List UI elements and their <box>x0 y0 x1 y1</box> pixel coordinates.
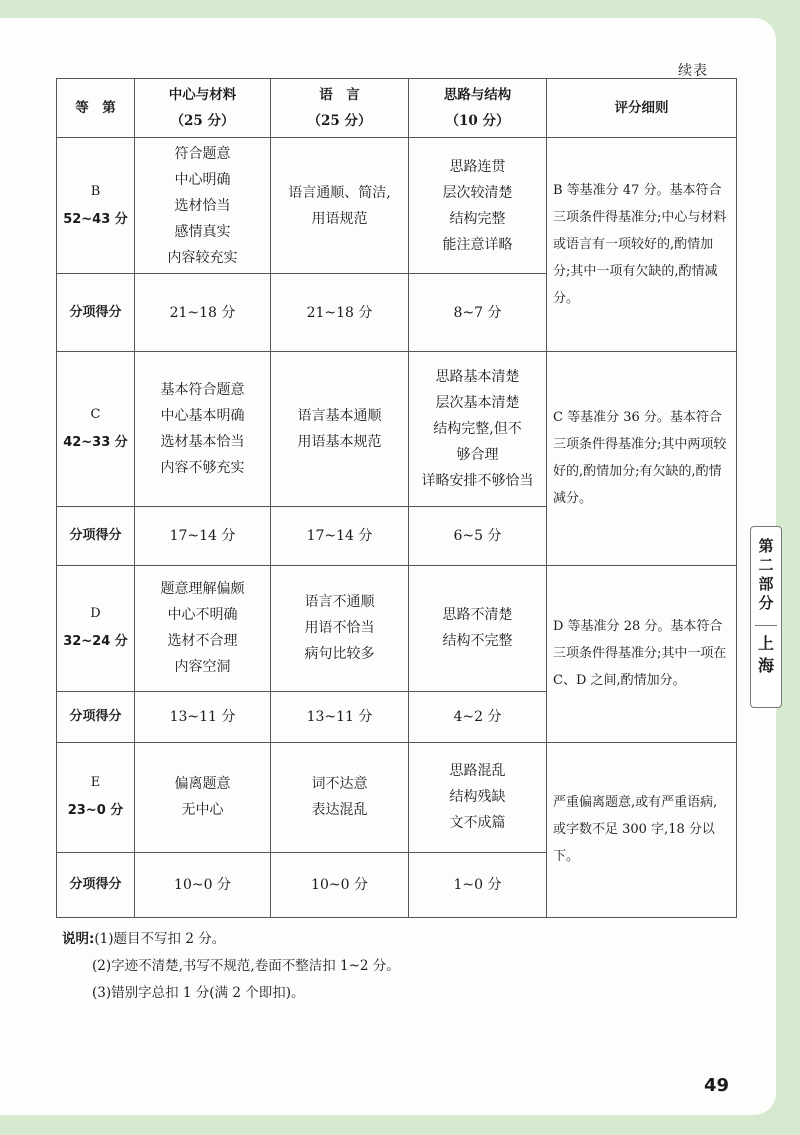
language-line: 用语规范 <box>311 210 368 227</box>
table-header-row <box>57 79 737 138</box>
content-line: 内容不够充实 <box>160 459 245 476</box>
note-1 <box>62 926 400 953</box>
structure-line: 详略安排不够恰当 <box>421 472 534 489</box>
content-line: 偏离题意 <box>174 776 231 793</box>
structure-score: 1~0 分 <box>409 852 547 917</box>
language-criteria <box>271 351 409 506</box>
content-line: 内容空洞 <box>174 659 231 676</box>
subscore-label: 分项得分 <box>57 691 135 742</box>
side-tab-part-char: 部 <box>758 575 774 593</box>
note-3: (3)错别字总扣 1 分(满 2 个即扣)。 <box>92 985 305 1001</box>
grading-detail: B 等基准分 47 分。基本符合三项条件得基准分;中心与材料或语言有一项较好的,酌情加分;其中一项有欠缺的,酌情减分。 <box>547 138 737 352</box>
page-number: 49 <box>704 1075 730 1096</box>
content-score: 17~14 分 <box>135 506 271 565</box>
content-criteria <box>135 742 271 852</box>
structure-line: 层次较清楚 <box>442 184 513 201</box>
side-tab-part-char: 分 <box>758 594 774 612</box>
content-line: 选材基本恰当 <box>160 433 245 450</box>
side-tab-divider <box>755 625 777 626</box>
content-line: 选材不合理 <box>167 633 238 650</box>
structure-line: 结构残缺 <box>449 789 506 806</box>
structure-line: 够合理 <box>456 446 499 463</box>
grade-letter: C <box>90 406 101 422</box>
grade-range: 52~43 分 <box>63 211 128 227</box>
grade-cell <box>57 351 135 506</box>
structure-score: 6~5 分 <box>409 506 547 565</box>
language-line: 语言基本通顺 <box>297 407 382 424</box>
language-criteria <box>271 138 409 274</box>
content-line: 中心明确 <box>174 171 231 188</box>
language-line: 词不达意 <box>311 776 368 793</box>
structure-line: 思路混乱 <box>449 763 506 780</box>
grade-letter: E <box>90 775 101 791</box>
side-tab-part-char: 第 <box>758 537 774 555</box>
section-side-tab[interactable] <box>750 526 782 708</box>
scoring-table <box>56 78 737 918</box>
grade-row <box>57 351 737 506</box>
language-score: 13~11 分 <box>271 691 409 742</box>
grade-cell <box>57 138 135 274</box>
content-line: 感情真实 <box>174 223 231 240</box>
subscore-label: 分项得分 <box>57 506 135 565</box>
side-tab-part <box>751 537 781 613</box>
note-1-text: (1)题目不写扣 2 分。 <box>94 931 226 947</box>
language-score: 17~14 分 <box>271 506 409 565</box>
content-criteria <box>135 351 271 506</box>
notes <box>62 926 400 1007</box>
structure-score: 8~7 分 <box>409 274 547 351</box>
grade-range: 23~0 分 <box>67 803 124 819</box>
structure-criteria <box>409 351 547 506</box>
structure-line: 能注意详略 <box>442 236 513 253</box>
structure-criteria <box>409 565 547 691</box>
side-tab-region-char: 海 <box>757 656 774 675</box>
grade-row <box>57 138 737 274</box>
structure-criteria <box>409 742 547 852</box>
header-detail: 评分细则 <box>547 79 737 138</box>
structure-criteria <box>409 138 547 274</box>
structure-line: 文不成篇 <box>449 815 506 832</box>
structure-line: 思路连贯 <box>449 158 506 175</box>
grade-rows <box>57 138 737 918</box>
grade-letter: D <box>90 606 101 622</box>
continued-label: 续表 <box>678 63 708 79</box>
structure-line: 结构完整 <box>449 210 506 227</box>
language-score: 21~18 分 <box>271 274 409 351</box>
header-grade: 等 第 <box>57 79 135 138</box>
header-structure <box>409 79 547 138</box>
subscore-label: 分项得分 <box>57 274 135 351</box>
language-line: 用语基本规范 <box>297 433 382 450</box>
content-line: 内容较充实 <box>167 249 238 266</box>
side-tab-region-char: 上 <box>757 634 774 653</box>
content-criteria <box>135 138 271 274</box>
header-structure-points: （10 分） <box>445 113 510 130</box>
header-language <box>271 79 409 138</box>
language-line: 用语不恰当 <box>304 620 375 637</box>
header-language-title: 语 言 <box>319 87 360 104</box>
subscore-label: 分项得分 <box>57 852 135 917</box>
language-score: 10~0 分 <box>271 852 409 917</box>
content-line: 符合题意 <box>174 145 231 162</box>
language-line: 病句比较多 <box>304 646 375 663</box>
structure-line: 层次基本清楚 <box>435 394 520 411</box>
structure-line: 结构完整,但不 <box>433 420 522 437</box>
content-score: 13~11 分 <box>135 691 271 742</box>
header-content <box>135 79 271 138</box>
grade-cell <box>57 742 135 852</box>
grade-row <box>57 565 737 691</box>
language-criteria <box>271 742 409 852</box>
structure-line: 思路基本清楚 <box>435 368 520 385</box>
content-criteria <box>135 565 271 691</box>
content-line: 选材恰当 <box>174 197 231 214</box>
content-score: 10~0 分 <box>135 852 271 917</box>
structure-line: 思路不清楚 <box>442 607 513 624</box>
content-line: 基本符合题意 <box>160 381 245 398</box>
grading-detail: D 等基准分 28 分。基本符合三项条件得基准分;其中一项在 C、D 之间,酌情加分。 <box>547 565 737 742</box>
grading-detail: 严重偏离题意,或有严重语病,或字数不足 300 字,18 分以下。 <box>547 742 737 917</box>
content-line: 无中心 <box>181 802 224 819</box>
grade-range: 32~24 分 <box>63 634 128 650</box>
structure-line: 结构不完整 <box>442 633 513 650</box>
content-line: 中心基本明确 <box>160 407 245 424</box>
note-2: (2)字迹不清楚,书写不规范,卷面不整洁扣 1~2 分。 <box>92 958 400 974</box>
header-structure-title: 思路与结构 <box>443 87 512 104</box>
language-line: 语言不通顺 <box>304 594 375 611</box>
content-line: 中心不明确 <box>167 607 238 624</box>
language-line: 语言通顺、简洁, <box>288 184 391 201</box>
side-tab-part-char: 二 <box>758 556 774 574</box>
structure-score: 4~2 分 <box>409 691 547 742</box>
side-tab-region <box>751 633 781 677</box>
notes-label: 说明: <box>62 931 95 947</box>
grading-detail: C 等基准分 36 分。基本符合三项条件得基准分;其中两项较好的,酌情加分;有欠缺的,酌情减分。 <box>547 351 737 565</box>
header-content-title: 中心与材料 <box>168 87 237 104</box>
language-criteria <box>271 565 409 691</box>
header-content-points: （25 分） <box>170 113 235 130</box>
content-score: 21~18 分 <box>135 274 271 351</box>
header-language-points: （25 分） <box>307 113 372 130</box>
content-line: 题意理解偏颇 <box>160 581 245 598</box>
grade-letter: B <box>90 183 101 199</box>
grade-range: 42~33 分 <box>63 434 128 450</box>
grade-cell <box>57 565 135 691</box>
language-line: 表达混乱 <box>311 802 368 819</box>
grade-row <box>57 742 737 852</box>
